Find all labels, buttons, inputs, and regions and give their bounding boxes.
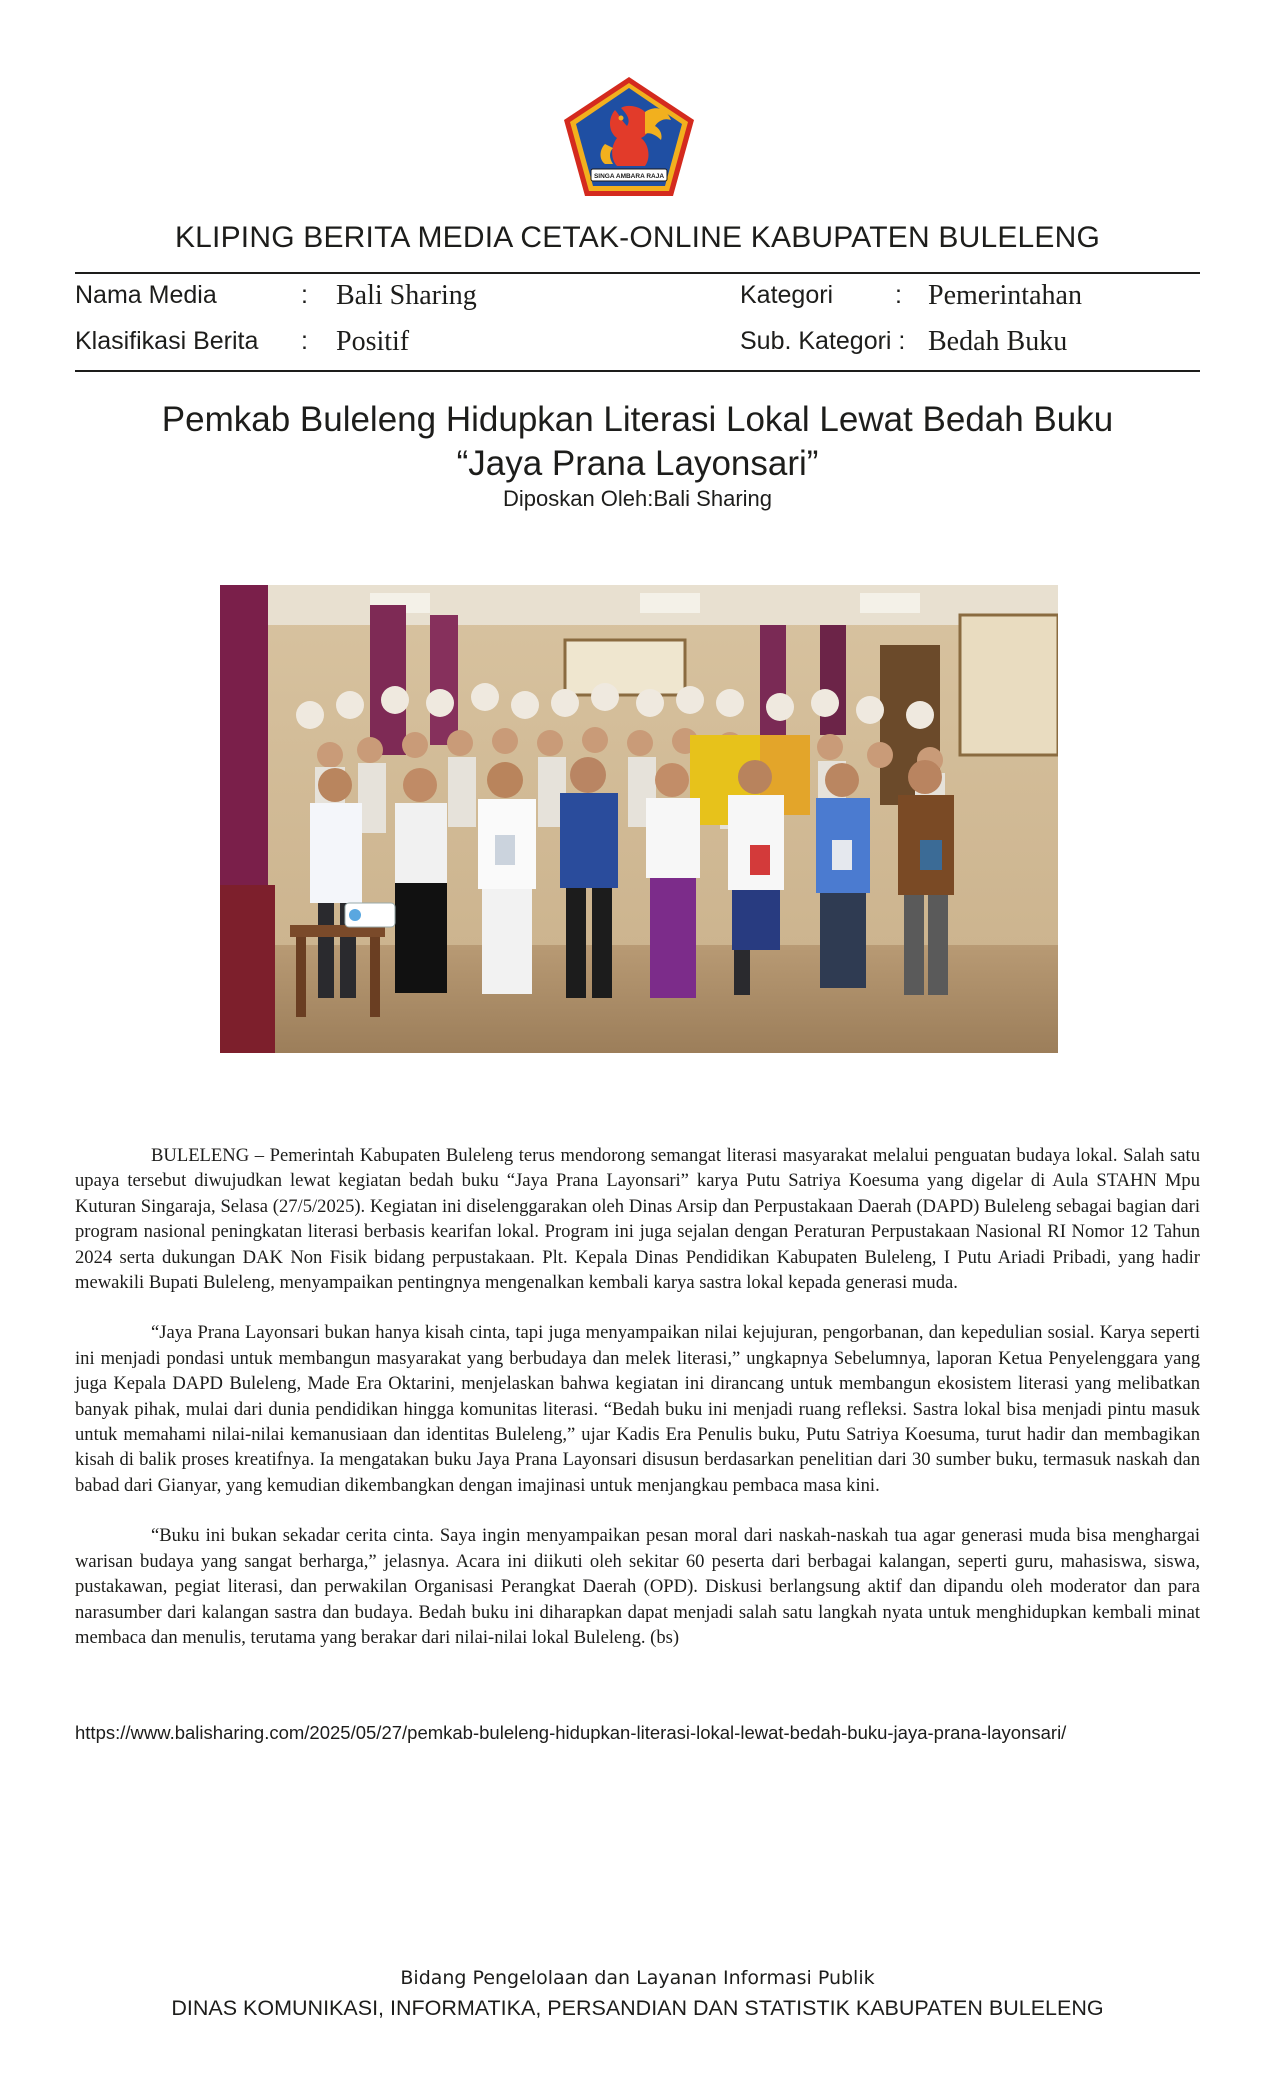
crest-motto: SINGA AMBARA RAJA <box>593 173 665 180</box>
article-title-line-2: “Jaya Prana Layonsari” <box>456 444 819 483</box>
classification-colon: : <box>301 327 308 355</box>
classification-value: Positif <box>336 326 410 357</box>
category-label: Kategori <box>740 281 834 309</box>
article-byline: Diposkan Oleh:Bali Sharing <box>502 486 773 511</box>
article-paragraph: BULELENG – Pemerintah Kabupaten Buleleng terus mendorong semangat literasi masyarakat melalui penguatan budaya lokal. Salah satu upaya tersebut diwujudkan lewat kegiatan bedah buku “Jaya Prana Layonsari” karya Putu Satriya Koesuma yang digelar di Aula STAHN Mpu Kuturan Singaraja, Selasa (27/5/2025). Kegiatan ini diselenggarakan oleh Dinas Arsip dan Perpustakaan Daerah (DAPD) Buleleng sebagai bagian dari program nasional peningkatan literasi berbasis kearifan lokal. Program ini juga sejalan dengan Peraturan Perpustakaan Nasional RI Nomor 12 Tahun 2024 serta dukungan DAK Non Fisik bidang perpustakaan. Plt. Kepala Dinas Pendidikan Kabupaten Buleleng, I Putu Ariadi Pribadi, yang hadir mewakili Bupati Buleleng, menyampaikan pentingnya mengenalkan kembali karya sastra lokal kepada generasi muda. <box>75 1145 1200 1294</box>
media-name-colon: : <box>301 281 308 309</box>
subcategory-value: Bedah Buku <box>928 326 1068 357</box>
media-name-value: Bali Sharing <box>336 280 477 311</box>
header-divider-bottom <box>75 370 1200 372</box>
article-body <box>75 1143 1200 1675</box>
event-group-photo <box>220 585 1058 1053</box>
source-url-link[interactable]: https://www.balisharing.com/2025/05/27/pemkab-buleleng-hidupkan-literasi-lokal-lewat-bedah-buku-jaya-prana-layonsari/ <box>75 1722 1067 1743</box>
header-divider-top <box>75 272 1200 274</box>
clipping-header-title: KLIPING BERITA MEDIA CETAK-ONLINE KABUPATEN BULELENG <box>174 221 1101 254</box>
article-title-line-1: Pemkab Buleleng Hidupkan Literasi Lokal Lewat Bedah Buku <box>161 400 1114 439</box>
footer-division: Bidang Pengelolaan dan Layanan Informasi Publik <box>400 1967 875 1989</box>
footer-department: DINAS KOMUNIKASI, INFORMATIKA, PERSANDIAN DAN STATISTIK KABUPATEN BULELENG <box>171 1996 1104 2020</box>
buleleng-crest-logo <box>561 74 697 200</box>
category-value: Pemerintahan <box>928 280 1082 311</box>
category-colon: : <box>895 281 902 309</box>
article-paragraph: “Jaya Prana Layonsari bukan hanya kisah cinta, tapi juga menyampaikan nilai kejujuran, pengorbanan, dan kepedulian sosial. Karya seperti ini menjadi pondasi untuk membangun masyarakat yang berbudaya dan melek literasi,” ungkapnya Sebelumnya, laporan Ketua Penyelenggara yang juga Kepala DAPD Buleleng, Made Era Oktarini, menjelaskan bahwa kegiatan ini dirancang untuk membangun ekosistem literasi yang melibatkan banyak pihak, mulai dari dunia pendidikan hingga komunitas literasi. “Bedah buku ini menjadi ruang refleksi. Sastra lokal bisa menjadi pintu masuk untuk memahami nilai-nilai kemanusiaan dan identitas Buleleng,” ujar Kadis Era Penulis buku, Putu Satriya Koesuma, turut hadir dan membagikan kisah di balik proses kreatifnya. Ia mengatakan buku Jaya Prana Layonsari disusun berdasarkan penelitian dari 30 sumber buku, termasuk naskah dan babad dari Gianyar, yang kemudian dikembangkan dengan imajinasi untuk menjangkau pembaca masa kini. <box>75 1322 1200 1496</box>
media-name-label: Nama Media <box>75 281 217 309</box>
article-paragraph: “Buku ini bukan sekadar cerita cinta. Saya ingin menyampaikan pesan moral dari naskah-naskah tua agar generasi muda bisa menghargai warisan budaya yang sangat berharga,” jelasnya. Acara ini diikuti oleh sekitar 60 peserta dari berbagai kalangan, seperti guru, mahasiswa, siswa, pustakawan, pegiat literasi, dan perwakilan Organisasi Perangkat Daerah (OPD). Diskusi berlangsung aktif dan dipandu oleh moderator dan para narasumber dari kalangan sastra dan budaya. Bedah buku ini diharapkan dapat menjadi salah satu langkah nyata untuk menghidupkan kembali minat membaca dan menulis, terutama yang berakar dari nilai-nilai lokal Buleleng. (bs) <box>75 1525 1200 1648</box>
article-title <box>0 398 1275 486</box>
classification-label: Klasifikasi Berita <box>75 327 259 355</box>
subcategory-label: Sub. Kategori : <box>740 327 906 355</box>
